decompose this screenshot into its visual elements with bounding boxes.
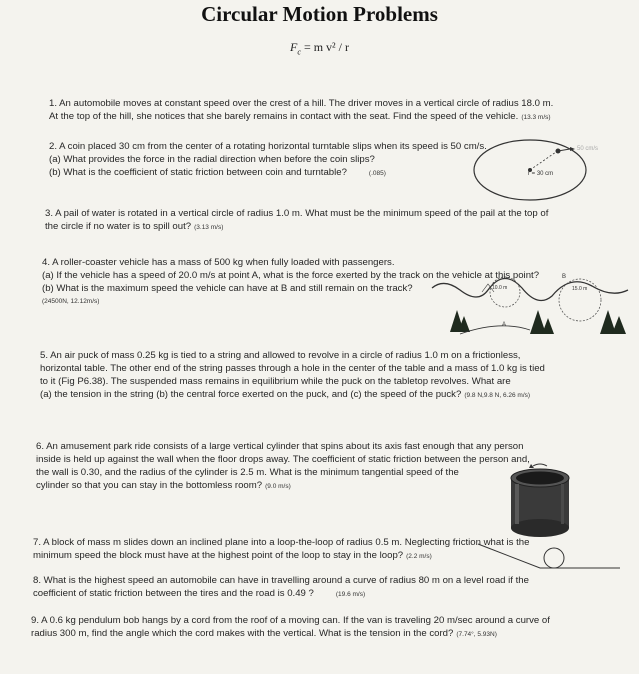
loop-the-loop-figure	[470, 538, 630, 578]
pine-trees-icon	[450, 310, 626, 334]
problem-line: to it (Fig P6.38). The suspended mass remains in equilibrium while the puck on the tabletop revolves. What are	[40, 376, 511, 387]
answer-text: (9.0 m/s)	[265, 483, 291, 490]
problem-line: minimum speed the block must have at the highest point of the loop to stay in the loop? (2.2 m/s)	[33, 550, 432, 561]
problem-7	[33, 536, 529, 563]
problem-line: (a) the tension in the string (b) the central force exerted on the puck, and (c) the speed of the puck? (9.8 N,9.8 N, 6.26 m/s)	[40, 389, 531, 400]
problem-line: 8. What is the highest speed an automobile can have in travelling around a curve of radius 80 m on a level road if the	[33, 575, 529, 586]
answer-text: (2.2 m/s)	[406, 553, 432, 560]
page-title: Circular Motion Problems	[201, 2, 438, 26]
problem-5	[40, 349, 545, 402]
loop-b-radius-label: 15.0 m	[572, 286, 588, 292]
rollercoaster-figure	[430, 270, 635, 342]
problem-line: 9. A 0.6 kg pendulum bob hangs by a cord from the roof of a moving can. If the van is traveling 20 m/sec around a curve of	[31, 615, 550, 626]
answer-text: (13.3 m/s)	[521, 114, 551, 121]
problem-line: the circle if no water is to spill out? (3.13 m/s)	[45, 221, 224, 232]
problem-8	[33, 574, 529, 601]
problem-3	[45, 207, 548, 234]
problem-1	[49, 97, 553, 124]
problem-line: horizontal table. The other end of the string passes through a hole in the center of the table and a mass of 1.0 kg is tied	[40, 363, 545, 374]
problem-line: 6. An amusement park ride consists of a large vertical cylinder that spins about its axis fast enough that any person	[36, 441, 524, 452]
problem-line: 1. An automobile moves at constant speed over the crest of a hill. The driver moves in a vertical circle of radius 18.0 m.	[49, 98, 554, 109]
problem-line: the wall is 0.30, and the radius of the cylinder is 2.5 m. What is the minimum tangential speed of the	[36, 467, 459, 478]
answer-text: (7.74°, 5.93N)	[456, 631, 497, 638]
problem-line: radius 300 m, find the angle which the cord makes with the vertical. What is the tension in the cord? (7.74°, 5.93N)	[31, 628, 497, 639]
speed-label: 50 cm/s	[577, 146, 599, 152]
problem-line: 2. A coin placed 30 cm from the center of a rotating horizontal turntable slips when its speed is 50 cm/s.	[49, 141, 487, 152]
problem-line: (b) What is the maximum speed the vehicle can have at B and still remain on the track?	[42, 283, 413, 294]
problem-line: 7. A block of mass m slides down an inclined plane into a loop-the-loop of radius 0.5 m. Neglecting friction what is the	[33, 537, 530, 548]
problem-line: (a) If the vehicle has a speed of 20.0 m/s at point A, what is the force exerted by the track on the vehicle at this point?	[42, 270, 540, 281]
radius-label: r = 30 cm	[528, 171, 554, 177]
problem-line: cylinder so that you can stay in the bottomless room? (9.0 m/s)	[36, 480, 291, 491]
point-b-label: B	[562, 274, 567, 280]
problem-2	[49, 140, 487, 180]
rotating-cylinder-figure	[505, 462, 575, 542]
answer-text: (19.6 m/s)	[335, 591, 366, 598]
problem-line: (b) What is the coefficient of static friction between coin and turntable? (.085)	[49, 167, 386, 178]
answer-text: (9.8 N,9.8 N, 6.26 m/s)	[464, 392, 531, 399]
point-a-label: A	[502, 322, 507, 328]
answer-text: (.085)	[368, 170, 386, 177]
problem-9	[31, 614, 550, 641]
answer-text: (24500N, 12.12m/s)	[42, 298, 100, 305]
problem-line: coefficient of static friction between the tires and the road is 0.49 ? (19.6 m/s)	[33, 588, 366, 599]
problem-line: inside is held up against the wall when the floor drops away. The coefficient of static friction between the person and,	[36, 454, 530, 465]
problem-line: 3. A pail of water is rotated in a vertical circle of radius 1.0 m. What must be the minimum speed of the pail at the top of	[45, 208, 549, 219]
turntable-figure	[470, 138, 630, 208]
loop-a-radius-label: 10.0 m	[492, 285, 508, 291]
answer-text: (3.13 m/s)	[194, 224, 224, 231]
problem-line: 4. A roller-coaster vehicle has a mass of 500 kg when fully loaded with passengers.	[42, 257, 395, 268]
problem-line: 5. An air puck of mass 0.25 kg is tied to a string and allowed to revolve in a circle of radius 1.0 m on a frictionless,	[40, 350, 521, 361]
problem-6	[36, 440, 530, 493]
centripetal-force-formula: $F_c = m$ v² / r	[290, 40, 349, 57]
problem-line: (a) What provides the force in the radial direction when before the coin slips?	[49, 154, 375, 165]
problem-line: At the top of the hill, she notices that she barely remains in contact with the seat. Find the speed of the vehicle. (13.3 m/s)	[49, 111, 551, 122]
